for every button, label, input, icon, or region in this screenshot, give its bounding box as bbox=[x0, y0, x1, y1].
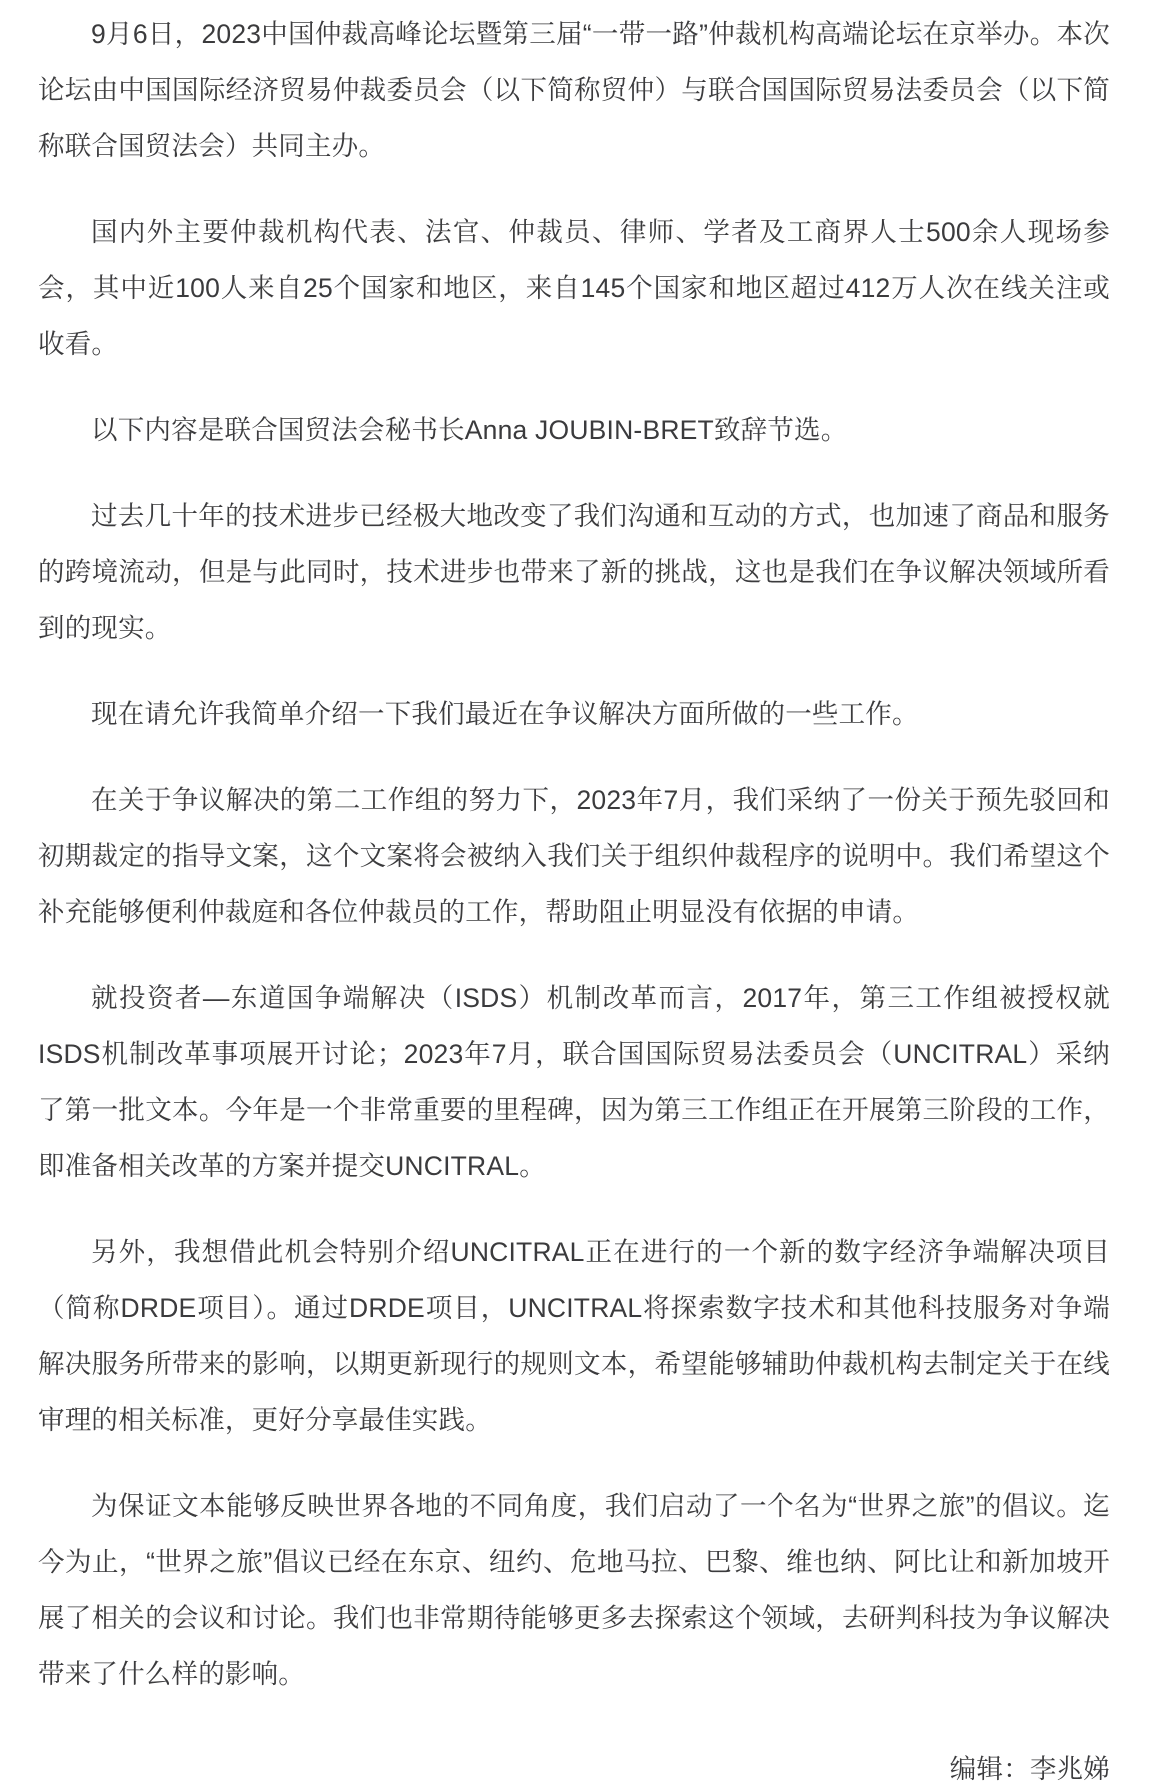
paragraph-5: 现在请允许我简单介绍一下我们最近在争议解决方面所做的一些工作。 bbox=[91, 699, 919, 729]
paragraph-2: 国内外主要仲裁机构代表、法官、仲裁员、律师、学者及工商界人士500余人现场参会，其中近100人来自25个国家和地区，来自145个国家和地区超过412万人次在线关注或收看。 bbox=[38, 217, 1110, 359]
paragraph-6: 在关于争议解决的第二工作组的努力下，2023年7月，我们采纳了一份关于预先驳回和初期裁定的指导文案，这个文案将会被纳入我们关于组织仲裁程序的说明中。我们希望这个补充能够便利仲裁庭和各位仲裁员的工作，帮助阻止明显没有依据的申请。 bbox=[38, 785, 1110, 927]
paragraph-3: 以下内容是联合国贸法会秘书长Anna JOUBIN-BRET致辞节选。 bbox=[91, 415, 848, 445]
paragraph-4: 过去几十年的技术进步已经极大地改变了我们沟通和互动的方式，也加速了商品和服务的跨境流动，但是与此同时，技术进步也带来了新的挑战，这也是我们在争议解决领域所看到的现实。 bbox=[38, 501, 1110, 643]
paragraph-1: 9月6日，2023中国仲裁高峰论坛暨第三届“一带一路”仲裁机构高端论坛在京举办。本次论坛由中国国际经济贸易仲裁委员会（以下简称贸仲）与联合国国际贸易法委员会（以下简称联合国贸法会）共同主办。 bbox=[38, 19, 1110, 161]
editor-signature: 编辑：李兆娣 bbox=[949, 1754, 1110, 1784]
paragraph-8: 另外，我想借此机会特别介绍UNCITRAL正在进行的一个新的数字经济争端解决项目（简称DRDE项目）。通过DRDE项目，UNCITRAL将探索数字技术和其他科技服务对争端解决服务所带来的影响，以期更新现行的规则文本，希望能够辅助仲裁机构去制定关于在线审理的相关标准，更好分享最佳实践。 bbox=[38, 1237, 1110, 1435]
editor-signature-block bbox=[0, 1746, 1150, 1792]
paragraph-7: 就投资者—东道国争端解决（ISDS）机制改革而言，2017年，第三工作组被授权就ISDS机制改革事项展开讨论；2023年7月，联合国国际贸易法委员会（UNCITRAL）采纳了第一批文本。今年是一个非常重要的里程碑，因为第三工作组正在开展第三阶段的工作，即准备相关改革的方案并提交UNCITRAL。 bbox=[38, 983, 1110, 1181]
paragraph-9: 为保证文本能够反映世界各地的不同角度，我们启动了一个名为“世界之旅”的倡议。迄今为止，“世界之旅”倡议已经在东京、纽约、危地马拉、巴黎、维也纳、阿比让和新加坡开展了相关的会议和讨论。我们也非常期待能够更多去探索这个领域，去研判科技为争议解决带来了什么样的影响。 bbox=[38, 1491, 1110, 1689]
